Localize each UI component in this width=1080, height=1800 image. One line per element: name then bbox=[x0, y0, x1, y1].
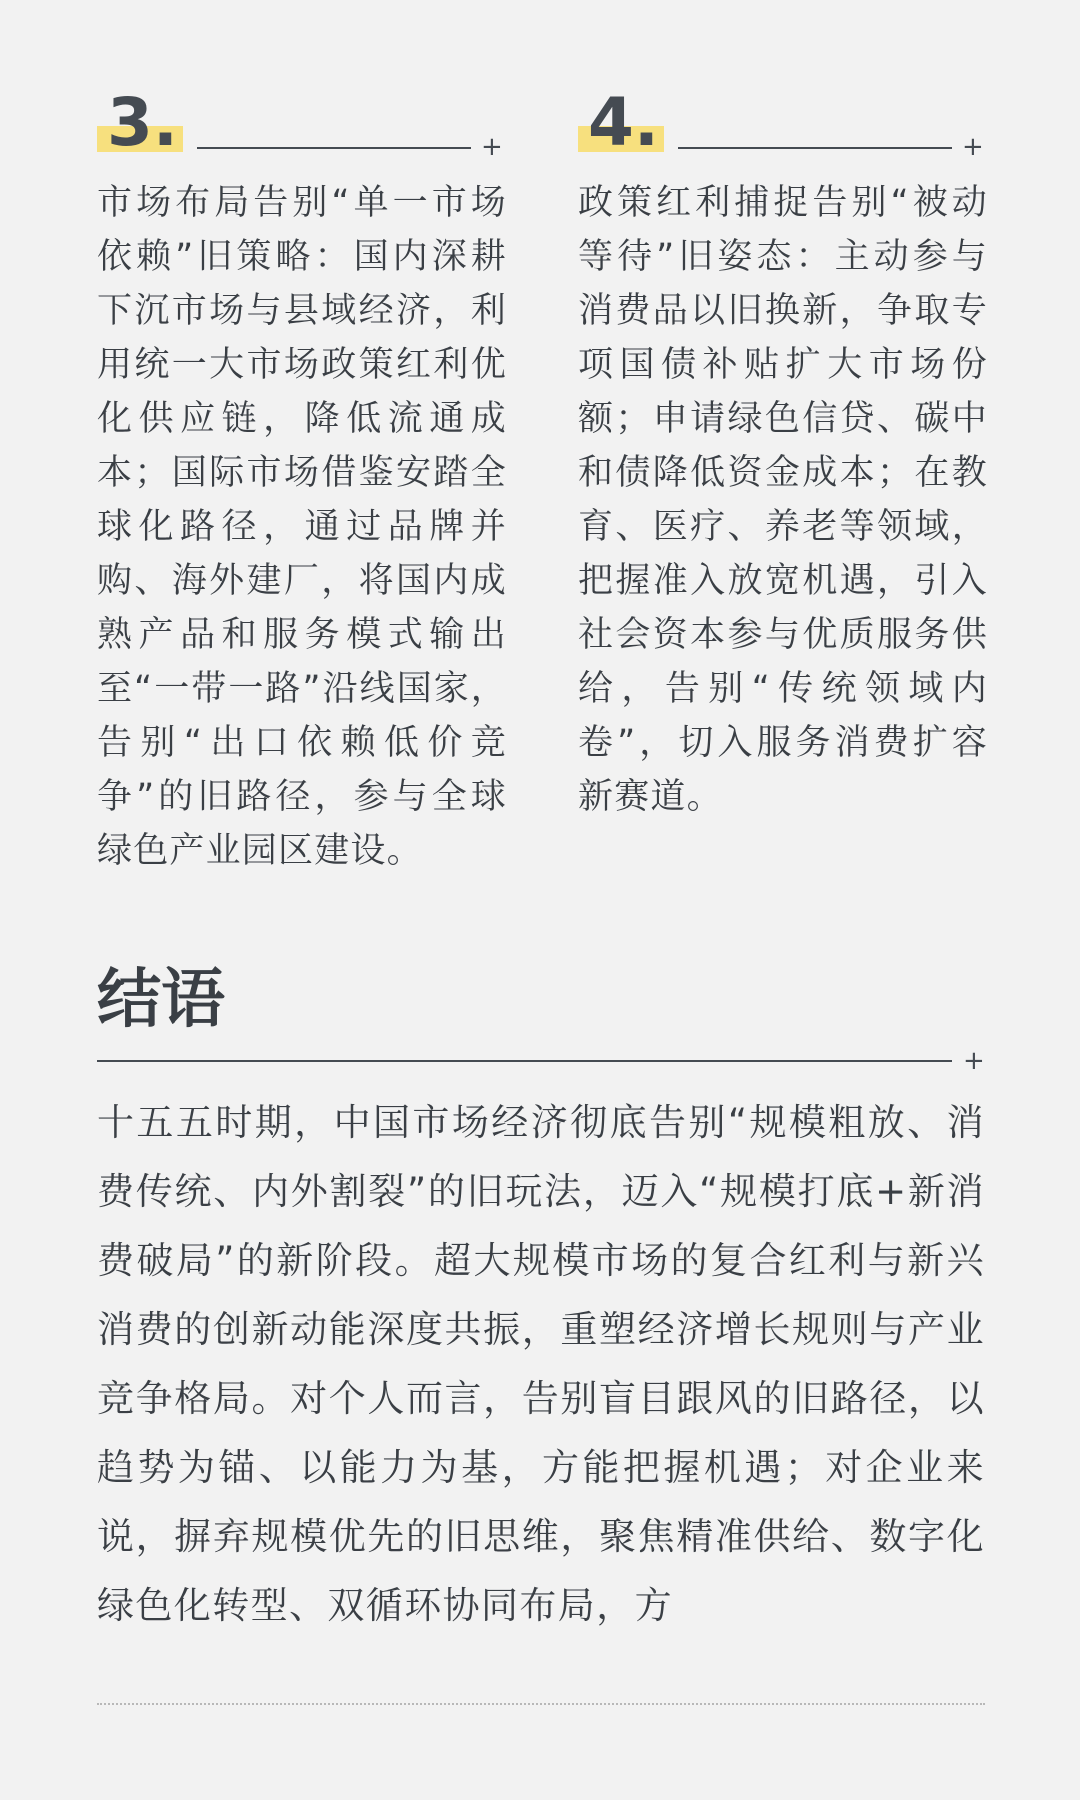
header-rule bbox=[197, 147, 471, 149]
plus-icon: + bbox=[962, 132, 984, 162]
conclusion-section bbox=[97, 960, 987, 1627]
plus-icon: + bbox=[963, 1046, 985, 1076]
header-rule bbox=[678, 147, 952, 149]
section-4 bbox=[578, 84, 988, 824]
section-4-header bbox=[578, 84, 988, 162]
section-number: 3. bbox=[107, 84, 178, 161]
section-3 bbox=[97, 84, 507, 878]
dotted-divider bbox=[97, 1703, 985, 1705]
conclusion-paragraph: 十五五时期，中国市场经济彻底告别“规模粗放、消费传统、内外割裂”的旧玩法，迈入“规模打底+新消费破局”的新阶段。超大规模市场的复合红利与新兴消费的创新动能深度共振，重塑经济增长规则与产业竞争格局。对个人而言，告别盲目跟风的旧路径，以趋势为锚、以能力为基，方能把握机遇；对企业来说，摒弃规模优先的旧思维，聚焦精准供给、数字化绿色化转型、双循环协同布局，方 bbox=[97, 1101, 985, 1627]
conclusion-title: 结语 bbox=[97, 963, 225, 1037]
conclusion-rule bbox=[97, 1048, 987, 1078]
section-paragraph: 市场布局告别“单一市场依赖”旧策略：国内深耕下沉市场与县域经济，利用统一大市场政策红利优化供应链，降低流通成本；国际市场借鉴安踏全球化路径，通过品牌并购、海外建厂，将国内成熟产品和服务模式输出至“一带一路”沿线国家，告别“出口依赖低价竞争”的旧路径，参与全球绿色产业园区建设。 bbox=[97, 183, 507, 871]
plus-icon: + bbox=[481, 132, 503, 162]
section-paragraph: 政策红利捕捉告别“被动等待”旧姿态：主动参与消费品以旧换新，争取专项国债补贴扩大市场份额；申请绿色信贷、碳中和债降低资金成本；在教育、医疗、养老等领域，把握准入放宽机遇，引入社会资本参与优质服务供给，告别“传统领域内卷”，切入服务消费扩容新赛道。 bbox=[578, 183, 988, 817]
rule-line bbox=[97, 1060, 952, 1062]
section-number: 4. bbox=[588, 84, 659, 161]
section-3-header bbox=[97, 84, 507, 162]
